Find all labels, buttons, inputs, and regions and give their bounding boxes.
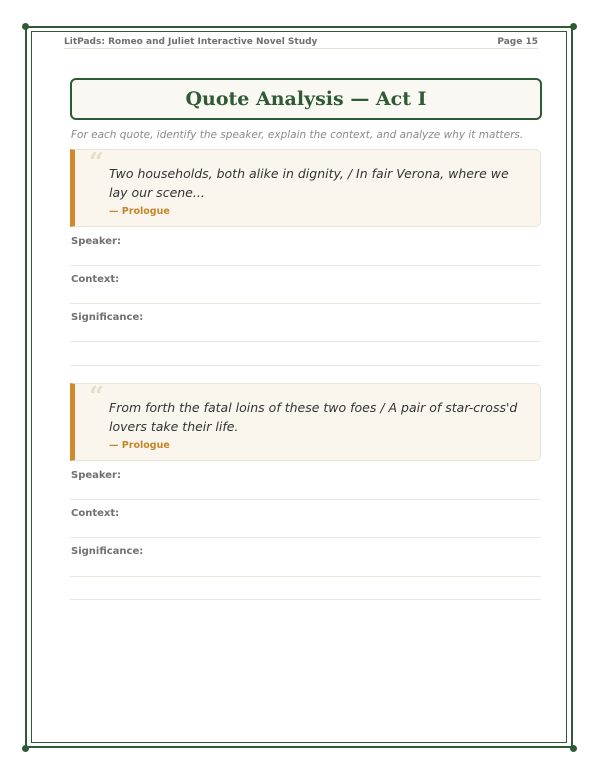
quote-source: — Prologue <box>109 440 170 451</box>
document-title: LitPads: Romeo and Juliet Interactive Novel Study <box>64 37 318 47</box>
significance-label: Significance: <box>71 312 144 323</box>
corner-ornament-bottom-right <box>570 745 577 752</box>
quote-source: — Prologue <box>109 206 170 217</box>
significance-answer-line[interactable] <box>70 365 541 366</box>
instructions: For each quote, identify the speaker, explain the context, and analyze why it matters. <box>71 129 524 141</box>
context-label: Context: <box>71 274 120 285</box>
quote-card <box>70 149 541 227</box>
corner-ornament-top-left <box>22 23 29 30</box>
speaker-label: Speaker: <box>71 470 121 481</box>
speaker-answer-line[interactable] <box>70 265 541 266</box>
header-divider <box>64 48 538 49</box>
corner-ornament-bottom-left <box>22 745 29 752</box>
corner-ornament-top-right <box>570 23 577 30</box>
speaker-answer-line[interactable] <box>70 499 541 500</box>
page-header <box>64 36 538 48</box>
quote-mark-icon: “ <box>89 148 104 178</box>
quote-card <box>70 383 541 461</box>
significance-label: Significance: <box>71 546 144 557</box>
context-answer-line[interactable] <box>70 303 541 304</box>
significance-answer-line[interactable] <box>70 576 541 577</box>
page-number: Page 15 <box>497 37 538 47</box>
context-answer-line[interactable] <box>70 537 541 538</box>
title-box <box>70 78 542 120</box>
page-title: Quote Analysis — Act I <box>185 88 427 110</box>
quote-text: Two households, both alike in dignity, / In fair Verona, where we lay our scene... <box>109 166 509 200</box>
significance-answer-line[interactable] <box>70 341 541 342</box>
quote-mark-icon: “ <box>89 382 104 412</box>
quote-text: From forth the fatal loins of these two foes / A pair of star-cross'd lovers take their life. <box>109 400 518 434</box>
context-label: Context: <box>71 508 120 519</box>
significance-answer-line[interactable] <box>70 599 541 600</box>
speaker-label: Speaker: <box>71 236 121 247</box>
